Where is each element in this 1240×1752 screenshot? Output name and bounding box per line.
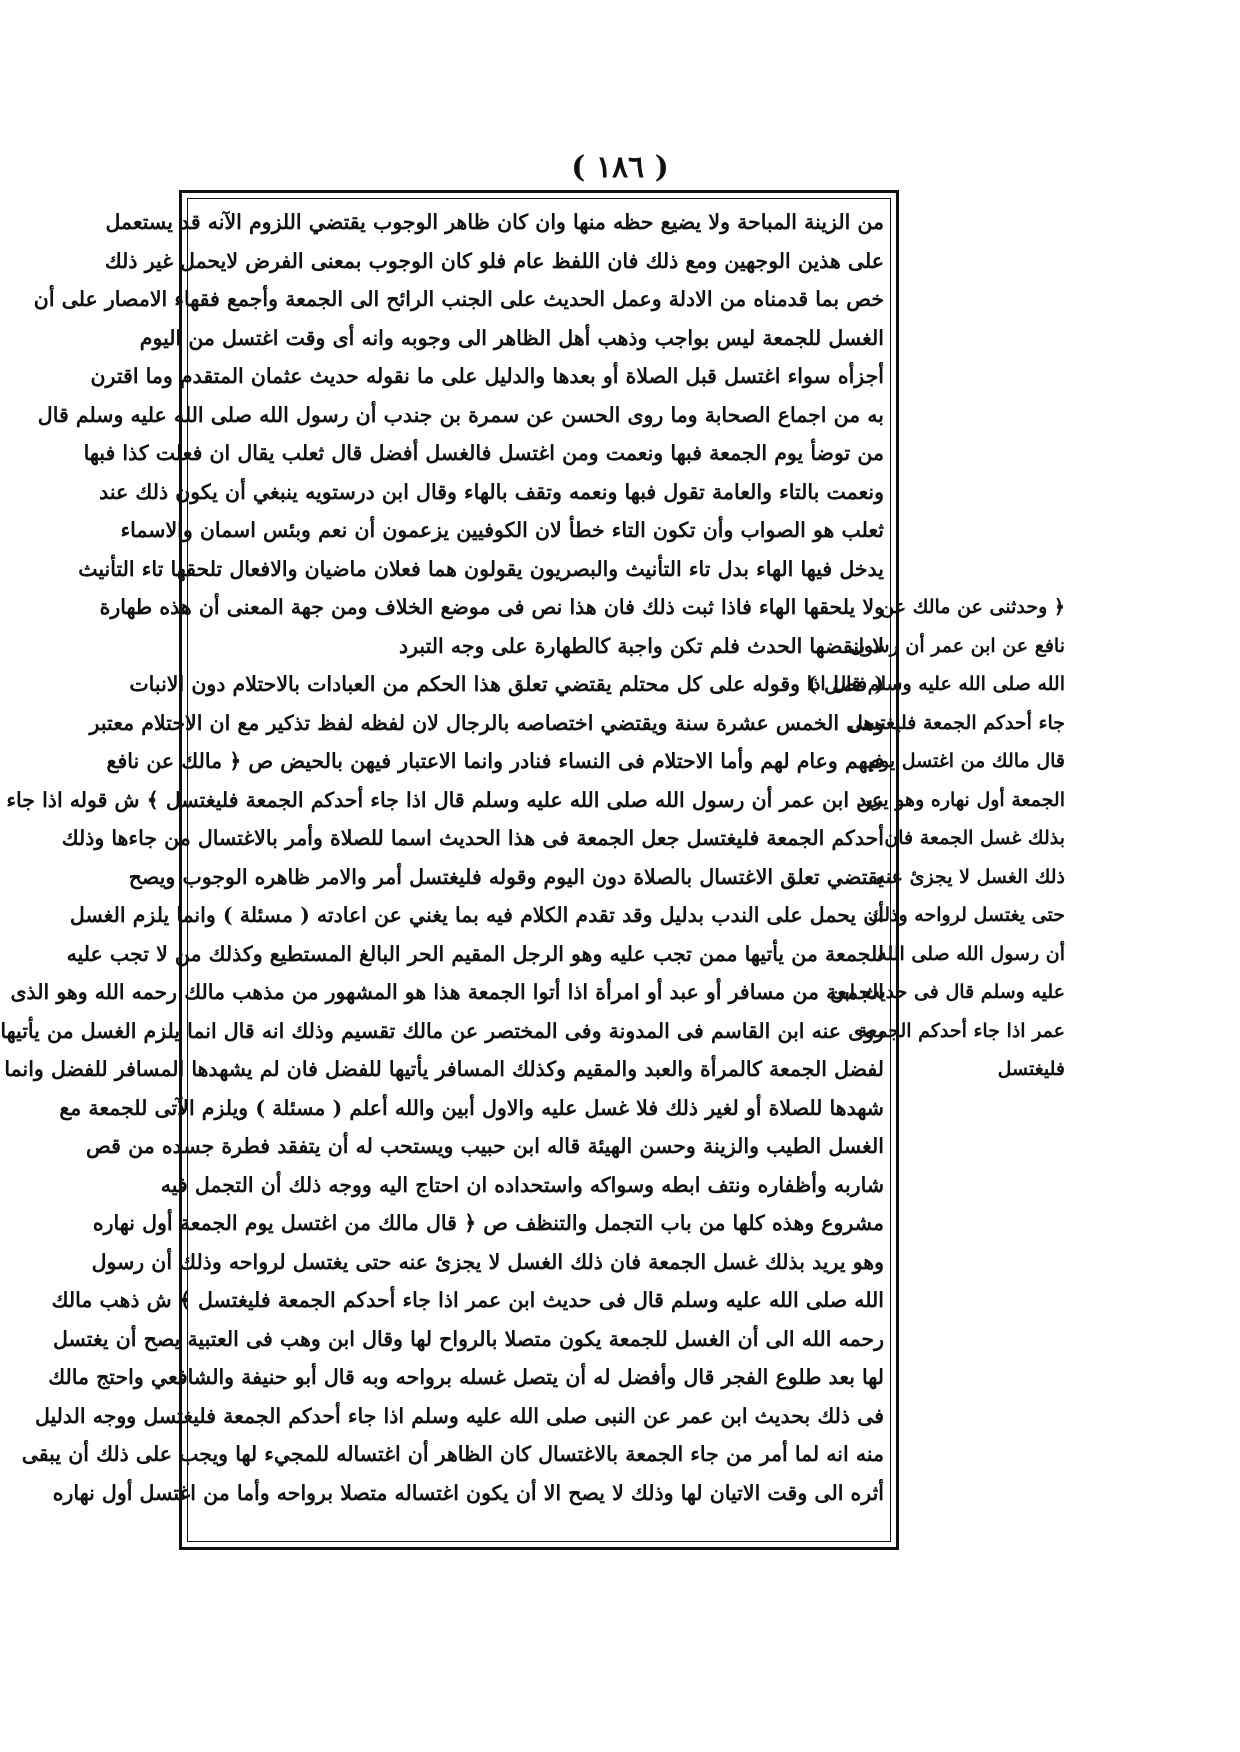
text-line: يقتضي تعلق الاغتسال بالصلاة دون اليوم وقوله فليغتسل أمر والامر ظاهره الوجوب ويصح — [128, 864, 884, 889]
text-line: منه انه لما أمر من جاء الجمعة بالاغتسال كان الظاهر أن اغتساله للمجيء لها ويجب على ذلك أن يبقى — [21, 1442, 884, 1466]
margin-note-line: بذلك غسل الجمعة فان — [884, 827, 1065, 849]
text-line: رحمه الله الى أن الغسل للجمعة يكون متصلا بالرواح لها وقال ابن وهب فى العتبية يصح أن يغتسل — [52, 1326, 884, 1351]
text-line: أحدكم الجمعة فليغتسل جعل الجمعة فى هذا الحديث اسما للصلاة وأمر بالاغتسال من جاءها وذلك — [61, 826, 884, 850]
margin-note-line: نافع عن ابن عمر أن رسول — [850, 634, 1065, 657]
text-line: الله صلى الله عليه وسلم قال فى حديث ابن عمر اذا جاء أحدكم الجمعة فليغتسل ﴾ ش ذهب مالك — [51, 1288, 884, 1312]
text-line: ولا يلحقها الهاء فاذا ثبت ذلك فان هذا نص فى موضع الخلاف ومن جهة المعنى أن هذه طهارة — [99, 595, 884, 619]
margin-note-line: الجمعة أول نهاره وهو يريد — [857, 788, 1065, 811]
margin-note-line: عليه وسلم قال فى حديث ابن — [830, 981, 1065, 1003]
margin-note-line: ﴿ وحدثنى عن مالك عن — [880, 596, 1065, 618]
margin-note-line: قال مالك من اغتسل يوم — [868, 750, 1065, 772]
text-line: الغسل للجمعة ليس بواجب وذهب أهل الظاهر الى وجوبه وانه أى وقت اغتسل من اليوم — [139, 325, 884, 350]
text-line: من الزينة المباحة ولا يضيع حظه منها وان كان ظاهر الوجوب يقتضي اللزوم الآنه قد يستعمل — [105, 210, 884, 234]
text-line: شهدها للصلاة أو لغير ذلك فلا غسل عليه والاول أبين والله أعلم ( مسئلة ) ويلزم الآتى للجمعة مع — [59, 1095, 884, 1120]
text-line: الغسل الطيب والزينة وحسن الهيئة قاله ابن حبيب ويستحب له أن يتفقد فطرة جسده من قص — [86, 1134, 884, 1158]
text-line: ثعلب هو الصواب وأن تكون التاء خطأ لان الكوفيين يزعمون أن نعم وبئس اسمان والاسماء — [120, 518, 884, 542]
margin-note-line: الله صلى الله عليه وسلم قال اذا — [806, 673, 1065, 695]
text-frame — [0, 190, 899, 1550]
text-line: أجزأه سواء اغتسل قبل الصلاة أو بعدها والدليل على ما نقوله حديث عثمان المتقدم وما اقترن — [90, 364, 884, 388]
text-line: وهى الخمس عشرة سنة ويقتضي اختصاصه بالرجال لان لفظه لفظ تذكير مع ان الاحتلام معتبر — [89, 710, 884, 735]
text-line: فى ذلك بحديث ابن عمر عن النبى صلى الله عليه وسلم اذا جاء أحدكم الجمعة فليغتسل ووجه الدليل — [34, 1403, 884, 1428]
text-line: لفضل الجمعة كالمرأة والعبد والمقيم وكذلك المسافر يأتيها للفضل فان لم يشهدها المسافر للفضل وانما — [4, 1057, 884, 1081]
text-line: على هذين الوجهين ومع ذلك فان اللفظ عام فلو كان الوجوب بمعنى الفرض لايحمل غير ذلك — [104, 248, 884, 273]
text-line: به من اجماع الصحابة وما روى الحسن عن سمرة بن جندب أن رسول الله صلى الله عليه وسلم قال — [37, 402, 884, 427]
text-line: عن ابن عمر أن رسول الله صلى الله عليه وسلم قال اذا جاء أحدكم الجمعة فليغتسل ﴾ ش قوله اذا جاء — [6, 787, 884, 812]
text-line: أن يحمل على الندب بدليل وقد تقدم الكلام فيه بما يغني عن اعادته ( مسئلة ) وانما يلزم الغسل — [69, 903, 884, 927]
text-line: للجمعة من يأتيها ممن تجب عليه وهو الرجل المقيم الحر البالغ المستطيع وكذلك من لا تجب عليه — [66, 941, 884, 966]
margin-note-line: فليغتسل — [997, 1058, 1065, 1080]
margin-note-line: أن رسول الله صلى الله — [877, 942, 1065, 965]
text-line: أثره الى وقت الاتيان لها وذلك لا يصح الا أن يكون اغتساله متصلا برواحه وأما من اغتسل أول نهاره — [52, 1480, 884, 1505]
text-line: لا ينقضها الحدث فلم تكن واجبة كالطهارة على وجه التبرد — [398, 633, 884, 658]
text-line: وهو يريد بذلك غسل الجمعة فان ذلك الغسل لا يجزئ عنه حتى يغتسل لرواحه وذلك أن رسول — [91, 1249, 884, 1274]
page-number: ( ١٨٦ ) — [571, 150, 669, 185]
text-line: مشروع وهذه كلها من باب التجمل والتنظف ص ﴿ قال مالك من اغتسل يوم الجمعة أول نهاره — [92, 1211, 884, 1235]
margin-note — [806, 588, 1065, 1089]
margin-note-line: عمر اذا جاء أحدكم الجمعة — [857, 1019, 1065, 1042]
main-text-block — [0, 203, 884, 1537]
margin-note-line: ذلك الغسل لا يجزئ عنه — [875, 865, 1065, 888]
text-line: فيهم وعام لهم وأما الاحتلام فى النساء فنادر وانما الاعتبار فيهن بالحيض ص ﴿ مالك عن نافع — [106, 749, 884, 773]
text-line: ونعمت بالتاء والعامة تقول فبها ونعمه وتقف بالهاء وقال ابن درستويه ينبغي أن يكون ذلك عند — [99, 479, 884, 504]
text-line: ( فصل ) وقوله على كل محتلم يقتضي تعلق هذا الحكم من العبادات بالاحتلام دون الانبات — [129, 672, 884, 696]
text-line: شاربه وأظفاره ونتف ابطه وسواكه واستحداده ان احتاج اليه ووجه ذلك أن التجمل فيه — [160, 1172, 884, 1197]
text-line: من توضأ يوم الجمعة فبها ونعمت ومن اغتسل فالغسل أفضل قال ثعلب يقال ان فعلت كذا فبها — [83, 441, 884, 465]
margin-note-line: جاء أحدكم الجمعة فليغتسل — [848, 711, 1065, 734]
text-line: خص بما قدمناه من الادلة وعمل الحديث على الجنب الرائح الى الجمعة وأجمع فقهاء الامصار على أن — [33, 287, 884, 311]
text-line: لها بعد طلوع الفجر قال وأفضل له أن يتصل غسله برواحه وبه قال أبو حنيفة والشافعي واحتج مالك — [48, 1365, 884, 1389]
margin-note-line: حتى يغتسل لرواحه وذلك — [868, 904, 1065, 926]
text-line: يدخل فيها الهاء بدل تاء التأنيث والبصريون يقولون هما فعلان ماضيان والافعال تلحقها تاء التأنيث — [78, 556, 884, 581]
text-line: الجمعة من مسافر أو عبد أو امرأة اذا أتوا الجمعة هذا هو المشهور من مذهب مالك رحمه الله وهو الذى — [10, 980, 884, 1004]
text-line: روى عنه ابن القاسم فى المدونة وفى المختصر عن مالك تقسيم وذلك انه قال انما يلزم الغسل من يأتيها — [0, 1018, 884, 1043]
